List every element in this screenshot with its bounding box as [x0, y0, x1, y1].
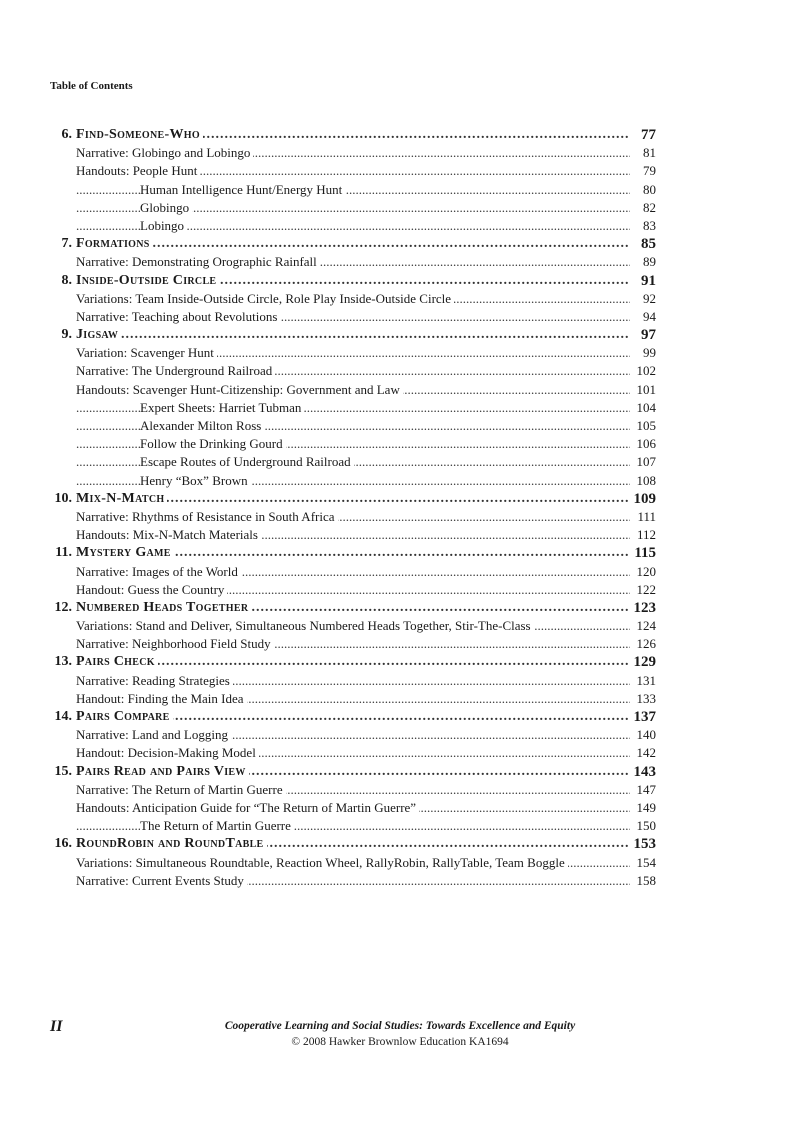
entry-title: Handouts: Anticipation Guide for “The Return of Martin Guerre” [76, 799, 419, 817]
toc-chapter-entry [0, 708, 800, 726]
page-number: 133 [635, 690, 657, 708]
toc-chapter-entry [0, 235, 800, 253]
page-number: 143 [633, 763, 656, 780]
page-number: 101 [635, 381, 657, 399]
entry-title: Numbered Heads Together [76, 599, 251, 617]
page-number: 81 [641, 144, 656, 162]
dot-leader [76, 326, 630, 344]
toc-subentry [0, 690, 800, 708]
running-head: Table of Contents [50, 80, 133, 92]
entry-title: Lobingo [140, 217, 187, 235]
toc-subentry [0, 744, 800, 762]
toc-subentry [0, 854, 800, 872]
entry-title: Alexander Milton Ross [140, 417, 264, 435]
toc-chapter-entry [0, 272, 800, 290]
page-number: 104 [635, 399, 657, 417]
dot-leader [76, 653, 630, 671]
page-number: 109 [633, 490, 656, 507]
toc-subentry [0, 672, 800, 690]
chapter-number: 11. [55, 545, 72, 561]
page-number: 91 [641, 272, 656, 289]
entry-title: Narrative: Neighborhood Field Study [76, 635, 274, 653]
entry-title: Jigsaw [76, 326, 121, 344]
toc-chapter-entry [0, 763, 800, 781]
toc-subentry [0, 144, 800, 162]
chapter-number: 6. [61, 127, 72, 142]
chapter-number: 10. [54, 490, 72, 506]
toc-chapter-entry [0, 544, 800, 562]
page-number: 77 [641, 127, 656, 143]
entry-title: Narrative: Images of the World [76, 563, 241, 581]
toc-chapter-entry [0, 490, 800, 508]
toc-subentry [0, 181, 800, 199]
entry-title: Narrative: Globingo and Lobingo [76, 144, 253, 162]
entry-title: Narrative: The Return of Martin Guerre [76, 781, 286, 799]
entry-title: Variations: Simultaneous Roundtable, Reaction Wheel, RallyRobin, RallyTable, Team Boggle [76, 854, 568, 872]
toc-subentry [0, 781, 800, 799]
page-number: 142 [635, 744, 657, 762]
toc-subentry [0, 726, 800, 744]
entry-title: Henry “Box” Brown [140, 472, 251, 490]
entry-title: Variations: Stand and Deliver, Simultaneous Numbered Heads Together, Stir-The-Class [76, 617, 534, 635]
page-number: 106 [635, 435, 657, 453]
toc-subentry [0, 563, 800, 581]
toc-chapter-entry [0, 126, 800, 144]
page-number: 82 [641, 199, 656, 217]
page-number: 102 [635, 362, 657, 380]
page-number: 126 [635, 635, 657, 653]
toc-subentry [0, 308, 800, 326]
page-number: 105 [635, 417, 657, 435]
entry-title: Narrative: The Underground Railroad [76, 362, 275, 380]
page-number: 108 [635, 472, 657, 490]
entry-title: Mystery Game [76, 544, 174, 562]
page-number: 158 [635, 872, 657, 890]
page-number: 80 [641, 181, 656, 199]
page-number: 153 [633, 836, 656, 853]
entry-title: Handouts: Mix-N-Match Materials [76, 526, 261, 544]
page-number: 122 [635, 581, 657, 599]
entry-title: Variation: Scavenger Hunt [76, 344, 217, 362]
toc-chapter-entry [0, 653, 800, 671]
toc-subentry [0, 381, 800, 399]
entry-title: Pairs Compare [76, 708, 173, 726]
chapter-number: 8. [61, 272, 72, 288]
toc-chapter-entry [0, 326, 800, 344]
entry-title: Pairs Check [76, 653, 158, 671]
entry-title: Expert Sheets: Harriet Tubman [140, 399, 304, 417]
table-of-contents [0, 126, 800, 890]
page-number: 120 [635, 563, 657, 581]
entry-title: Handout: Guess the Country [76, 581, 227, 599]
page-number: 140 [635, 726, 657, 744]
entry-title: Pairs Read and Pairs View [76, 763, 249, 781]
footer-copyright: © 2008 Hawker Brownlow Education KA1694 [291, 1036, 509, 1048]
page-number: 131 [635, 672, 657, 690]
page-number: 123 [633, 599, 656, 616]
entry-title: Formations [76, 235, 153, 253]
page-number: 115 [634, 545, 656, 562]
toc-subentry [0, 344, 800, 362]
page-number: 83 [641, 217, 656, 235]
toc-subentry [0, 872, 800, 890]
folio-page-number: II [50, 1018, 63, 1035]
page-number: 97 [641, 327, 656, 344]
entry-title: Narrative: Reading Strategies [76, 672, 233, 690]
toc-subentry [0, 617, 800, 635]
footer-book-title: Cooperative Learning and Social Studies: Towards Excellence and Equity [224, 1020, 576, 1032]
entry-title: Variations: Team Inside-Outside Circle, Role Play Inside-Outside Circle [76, 290, 454, 308]
entry-title: Narrative: Demonstrating Orographic Rainfall [76, 253, 320, 271]
toc-subentry [0, 472, 800, 490]
entry-title: Inside-Outside Circle [76, 272, 219, 290]
toc-subentry [0, 635, 800, 653]
entry-title: Escape Routes of Underground Railroad [140, 453, 354, 471]
entry-title: Handouts: Scavenger Hunt-Citizenship: Government and Law [76, 381, 403, 399]
toc-subentry [0, 817, 800, 835]
entry-title: Find-Someone-Who [76, 126, 203, 144]
entry-title: Follow the Drinking Gourd [140, 435, 286, 453]
page-number: 124 [635, 617, 657, 635]
toc-subentry [0, 399, 800, 417]
entry-title: Narrative: Rhythms of Resistance in South Africa [76, 508, 338, 526]
chapter-number: 13. [54, 654, 72, 670]
entry-title: Mix-N-Match [76, 490, 167, 508]
chapter-number: 15. [54, 763, 72, 779]
toc-subentry [0, 581, 800, 599]
chapter-number: 12. [54, 599, 72, 615]
page-number: 85 [641, 236, 656, 253]
entry-title: Human Intelligence Hunt/Energy Hunt [140, 181, 345, 199]
toc-subentry [0, 162, 800, 180]
page-number: 107 [635, 453, 657, 471]
toc-subentry [0, 526, 800, 544]
page-number: 92 [641, 290, 656, 308]
page-number: 79 [641, 162, 656, 180]
chapter-number: 7. [61, 236, 72, 252]
entry-title: Narrative: Teaching about Revolutions [76, 308, 280, 326]
entry-title: Handout: Finding the Main Idea [76, 690, 247, 708]
chapter-number: 14. [54, 709, 72, 724]
toc-subentry [0, 799, 800, 817]
entry-title: Globingo [140, 199, 192, 217]
page-number: 154 [635, 854, 657, 872]
toc-subentry [0, 217, 800, 235]
page-number: 94 [641, 308, 656, 326]
entry-title: Handouts: People Hunt [76, 162, 200, 180]
toc-subentry [0, 362, 800, 380]
page-number: 149 [635, 799, 657, 817]
dot-leader [76, 235, 630, 253]
entry-title: RoundRobin and RoundTable [76, 835, 267, 853]
page-number: 112 [635, 526, 656, 544]
toc-chapter-entry [0, 599, 800, 617]
page-number: 129 [633, 654, 656, 671]
toc-subentry [0, 199, 800, 217]
page-number: 99 [641, 344, 656, 362]
page-number: 111 [635, 508, 656, 526]
toc-subentry [0, 253, 800, 271]
entry-title: Narrative: Current Events Study [76, 872, 247, 890]
page-number: 137 [633, 709, 656, 725]
toc-subentry [0, 508, 800, 526]
toc-subentry [0, 290, 800, 308]
toc-chapter-entry [0, 835, 800, 853]
entry-title: The Return of Martin Guerre [140, 817, 294, 835]
toc-subentry [0, 435, 800, 453]
toc-subentry [0, 453, 800, 471]
toc-subentry [0, 417, 800, 435]
entry-title: Handout: Decision-Making Model [76, 744, 259, 762]
chapter-number: 16. [54, 836, 72, 852]
page-number: 89 [641, 253, 656, 271]
chapter-number: 9. [61, 327, 72, 343]
page-number: 147 [635, 781, 657, 799]
entry-title: Narrative: Land and Logging [76, 726, 231, 744]
page-number: 150 [635, 817, 657, 835]
